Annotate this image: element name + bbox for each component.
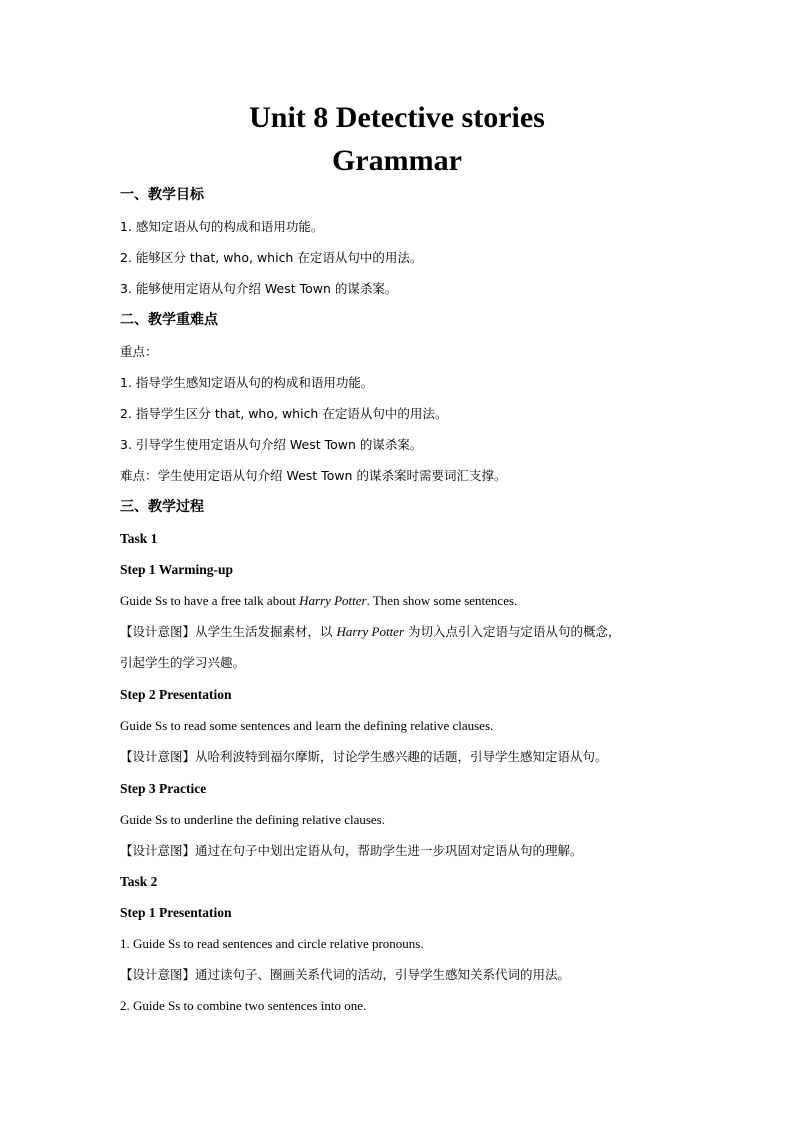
task-2-step-1-intent: 【设计意图】通过读句子、圈画关系代词的活动，引导学生感知关系代词的用法。 (120, 967, 571, 982)
task-1-step-1-intent-line-2: 引起学生的学习兴趣。 (120, 655, 246, 670)
key-points-label: 重点： (120, 344, 158, 359)
task-2-step-1-item-1: 1. Guide Ss to read sentences and circle relative pronouns. (120, 936, 424, 951)
key-point-item-1: 1. 指导学生感知定语从句的构成和语用功能。 (120, 375, 374, 390)
task-1-step-2-text: Guide Ss to read some sentences and learn the defining relative clauses. (120, 718, 494, 733)
task-1-step-1-intent: 【设计意图】从学生生活发掘素材，以 Harry Potter 为切入点引入定语与定语从句的概念， (120, 624, 621, 639)
document-title: Unit 8 Detective stories (249, 101, 545, 134)
document-subtitle: Grammar (332, 144, 462, 177)
objective-item-1: 1. 感知定语从句的构成和语用功能。 (120, 219, 324, 234)
task-1-step-2-intent: 【设计意图】从哈利波特到福尔摩斯，讨论学生感兴趣的话题，引导学生感知定语从句。 (120, 749, 608, 764)
objective-item-2: 2. 能够区分 that, who, which 在定语从句中的用法。 (120, 250, 423, 265)
task-1-label: Task 1 (120, 531, 158, 546)
task-1-step-2-label: Step 2 Presentation (120, 687, 232, 702)
task-1-step-3-text: Guide Ss to underline the defining relative clauses. (120, 812, 385, 827)
task-2-label: Task 2 (120, 874, 158, 889)
section-heading-key-points: 二、教学重难点 (120, 312, 218, 328)
section-heading-process: 三、教学过程 (120, 499, 204, 515)
difficulty-text: 难点：学生使用定语从句介绍 West Town 的谋杀案时需要词汇支撑。 (120, 468, 507, 483)
task-1-step-1-label: Step 1 Warming-up (120, 562, 234, 577)
task-1-step-1-text: Guide Ss to have a free talk about Harry Potter. Then show some sentences. (120, 593, 518, 608)
task-1-step-3-intent: 【设计意图】通过在句子中划出定语从句，帮助学生进一步巩固对定语从句的理解。 (120, 843, 583, 858)
task-2-step-1-label: Step 1 Presentation (120, 905, 232, 920)
key-point-item-3: 3. 引导学生使用定语从句介绍 West Town 的谋杀案。 (120, 437, 423, 452)
task-1-step-3-label: Step 3 Practice (120, 781, 207, 796)
key-point-item-2: 2. 指导学生区分 that, who, which 在定语从句中的用法。 (120, 406, 448, 421)
task-2-step-1-item-2: 2. Guide Ss to combine two sentences into one. (120, 998, 367, 1013)
objective-item-3: 3. 能够使用定语从句介绍 West Town 的谋杀案。 (120, 281, 398, 296)
section-heading-objectives: 一、教学目标 (120, 187, 204, 203)
